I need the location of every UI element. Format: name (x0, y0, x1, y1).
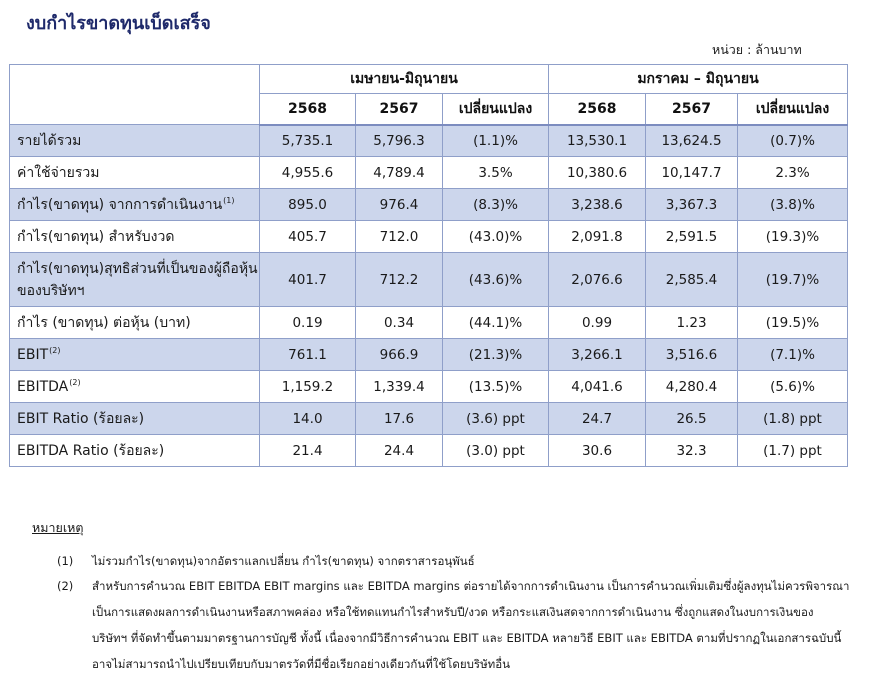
value-cell: (3.0) ppt (443, 435, 549, 467)
value-cell: 13,624.5 (646, 125, 738, 157)
note-number: (1) (57, 554, 74, 568)
table-row (10, 157, 848, 189)
row-label: กำไร(ขาดทุน)สุทธิส่วนที่เป็นของผู้ถือหุ้นของบริษัทฯ (10, 253, 260, 307)
note-text: ไม่รวมกำไร(ขาดทุน)จากอัตราแลกเปลี่ยน กำไร(ขาดทุน) จากตราสารอนุพันธ์ (92, 554, 475, 568)
value-cell: 5,796.3 (356, 125, 443, 157)
value-cell: 712.2 (356, 253, 443, 307)
value-cell: 3,238.6 (549, 189, 646, 221)
value-cell: 32.3 (646, 435, 738, 467)
value-cell: (3.6) ppt (443, 403, 549, 435)
value-cell: 401.7 (260, 253, 356, 307)
value-cell: 4,280.4 (646, 371, 738, 403)
value-cell: 24.4 (356, 435, 443, 467)
table-row (10, 253, 848, 307)
col-header: 2567 (356, 94, 443, 125)
page-title: งบกำไรขาดทุนเบ็ดเสร็จ (26, 13, 211, 34)
value-cell: 21.4 (260, 435, 356, 467)
row-label: EBIT$^{(2)}$ (10, 339, 260, 371)
notes-title: หมายเหตุ (32, 520, 84, 535)
value-cell: 4,041.6 (549, 371, 646, 403)
footnote-ref: (1) (223, 195, 235, 205)
note-number: (2) (57, 579, 74, 593)
value-cell: 2,591.5 (646, 221, 738, 253)
table-row (10, 125, 848, 157)
notes-section (32, 518, 852, 677)
value-cell: (1.1)% (443, 125, 549, 157)
value-cell: (43.0)% (443, 221, 549, 253)
footnote-ref: (2) (49, 346, 61, 355)
value-cell: 3,367.3 (646, 189, 738, 221)
value-cell: 0.34 (356, 307, 443, 339)
row-label: กำไร(ขาดทุน) จากการดำเนินงาน$^{(1)}$ (10, 189, 260, 221)
value-cell: (3.8)% (738, 189, 848, 221)
value-cell: 2.3% (738, 157, 848, 189)
value-cell: 2,585.4 (646, 253, 738, 307)
value-cell: (13.5)% (443, 371, 549, 403)
table-row (10, 435, 848, 467)
value-cell: 2,076.6 (549, 253, 646, 307)
value-cell: (8.3)% (443, 189, 549, 221)
value-cell: 1,339.4 (356, 371, 443, 403)
col-header: เปลี่ยนแปลง (738, 94, 848, 125)
group-header-apr-jun: เมษายน-มิถุนายน (260, 65, 549, 94)
value-cell: (19.7)% (738, 253, 848, 307)
col-header: 2567 (646, 94, 738, 125)
value-cell: 976.4 (356, 189, 443, 221)
table-row (10, 221, 848, 253)
row-label: EBITDA$^{(2)}$ (10, 371, 260, 403)
row-label: EBITDA Ratio (ร้อยละ) (10, 435, 260, 467)
value-cell: 2,091.8 (549, 221, 646, 253)
value-cell: 761.1 (260, 339, 356, 371)
value-cell: (0.7)% (738, 125, 848, 157)
group-header-jan-jun: มกราคม – มิถุนายน (549, 65, 848, 94)
unit-label: หน่วย : ล้านบาท (712, 42, 802, 57)
value-cell: (43.6)% (443, 253, 549, 307)
value-cell: (44.1)% (443, 307, 549, 339)
footnote-ref: (2) (69, 378, 81, 387)
header-blank (10, 65, 260, 125)
value-cell: 3.5% (443, 157, 549, 189)
value-cell: 24.7 (549, 403, 646, 435)
value-cell: 1.23 (646, 307, 738, 339)
note-text: สำหรับการคำนวณ EBIT EBITDA EBIT margins และ EBITDA margins ต่อรายได้จากการดำเนินงาน เป็นการคำนวณเพิ่มเติมซึ่งผู้ลงทุนไม่ควรพิจารณาเป็นการแสดงผลการดำเนินงานหรือสภาพคล่อง หรือใช้ทดแทนกำไรสำหรับปี/งวด หรือกระแสเงินสดจากการดำเนินงาน ซึ่งถูกแสดงในงบการเงินของ บริษัทฯ ที่จัดทำขึ้นตามมาตรฐานการบัญชี ทั้งนี้ เนื่องจากมีวิธีการคำนวณ EBIT และ EBITDA หลายวิธี EBIT และ EBITDA ตามที่ปรากฏในเอกสารฉบับนี้ อาจไม่สามารถนำไปเปรียบเทียบกับมาตรวัดที่มีชื่อเรียกอย่างเดียวกันที่ใช้โดยบริษัทอื่น (92, 579, 850, 671)
row-label: กำไร(ขาดทุน) สำหรับงวด (10, 221, 260, 253)
value-cell: 17.6 (356, 403, 443, 435)
table-row (10, 403, 848, 435)
value-cell: 0.99 (549, 307, 646, 339)
value-cell: (7.1)% (738, 339, 848, 371)
value-cell: (19.5)% (738, 307, 848, 339)
value-cell: (21.3)% (443, 339, 549, 371)
value-cell: 10,147.7 (646, 157, 738, 189)
row-label: รายได้รวม (10, 125, 260, 157)
note-item (32, 548, 852, 574)
value-cell: 3,266.1 (549, 339, 646, 371)
col-header: 2568 (260, 94, 356, 125)
value-cell: 895.0 (260, 189, 356, 221)
table-row (10, 307, 848, 339)
value-cell: 14.0 (260, 403, 356, 435)
value-cell: 0.19 (260, 307, 356, 339)
col-header: 2568 (549, 94, 646, 125)
note-item (32, 573, 852, 677)
table-row (10, 371, 848, 403)
table-row (10, 339, 848, 371)
value-cell: (1.7) ppt (738, 435, 848, 467)
value-cell: 966.9 (356, 339, 443, 371)
col-header: เปลี่ยนแปลง (443, 94, 549, 125)
value-cell: 13,530.1 (549, 125, 646, 157)
value-cell: 30.6 (549, 435, 646, 467)
income-statement-table (9, 64, 848, 467)
table-row (10, 189, 848, 221)
value-cell: 4,955.6 (260, 157, 356, 189)
value-cell: 5,735.1 (260, 125, 356, 157)
value-cell: 10,380.6 (549, 157, 646, 189)
value-cell: (1.8) ppt (738, 403, 848, 435)
value-cell: 1,159.2 (260, 371, 356, 403)
value-cell: 4,789.4 (356, 157, 443, 189)
value-cell: 405.7 (260, 221, 356, 253)
value-cell: (5.6)% (738, 371, 848, 403)
value-cell: (19.3)% (738, 221, 848, 253)
value-cell: 26.5 (646, 403, 738, 435)
row-label: กำไร (ขาดทุน) ต่อหุ้น (บาท) (10, 307, 260, 339)
value-cell: 3,516.6 (646, 339, 738, 371)
row-label: EBIT Ratio (ร้อยละ) (10, 403, 260, 435)
row-label: ค่าใช้จ่ายรวม (10, 157, 260, 189)
value-cell: 712.0 (356, 221, 443, 253)
